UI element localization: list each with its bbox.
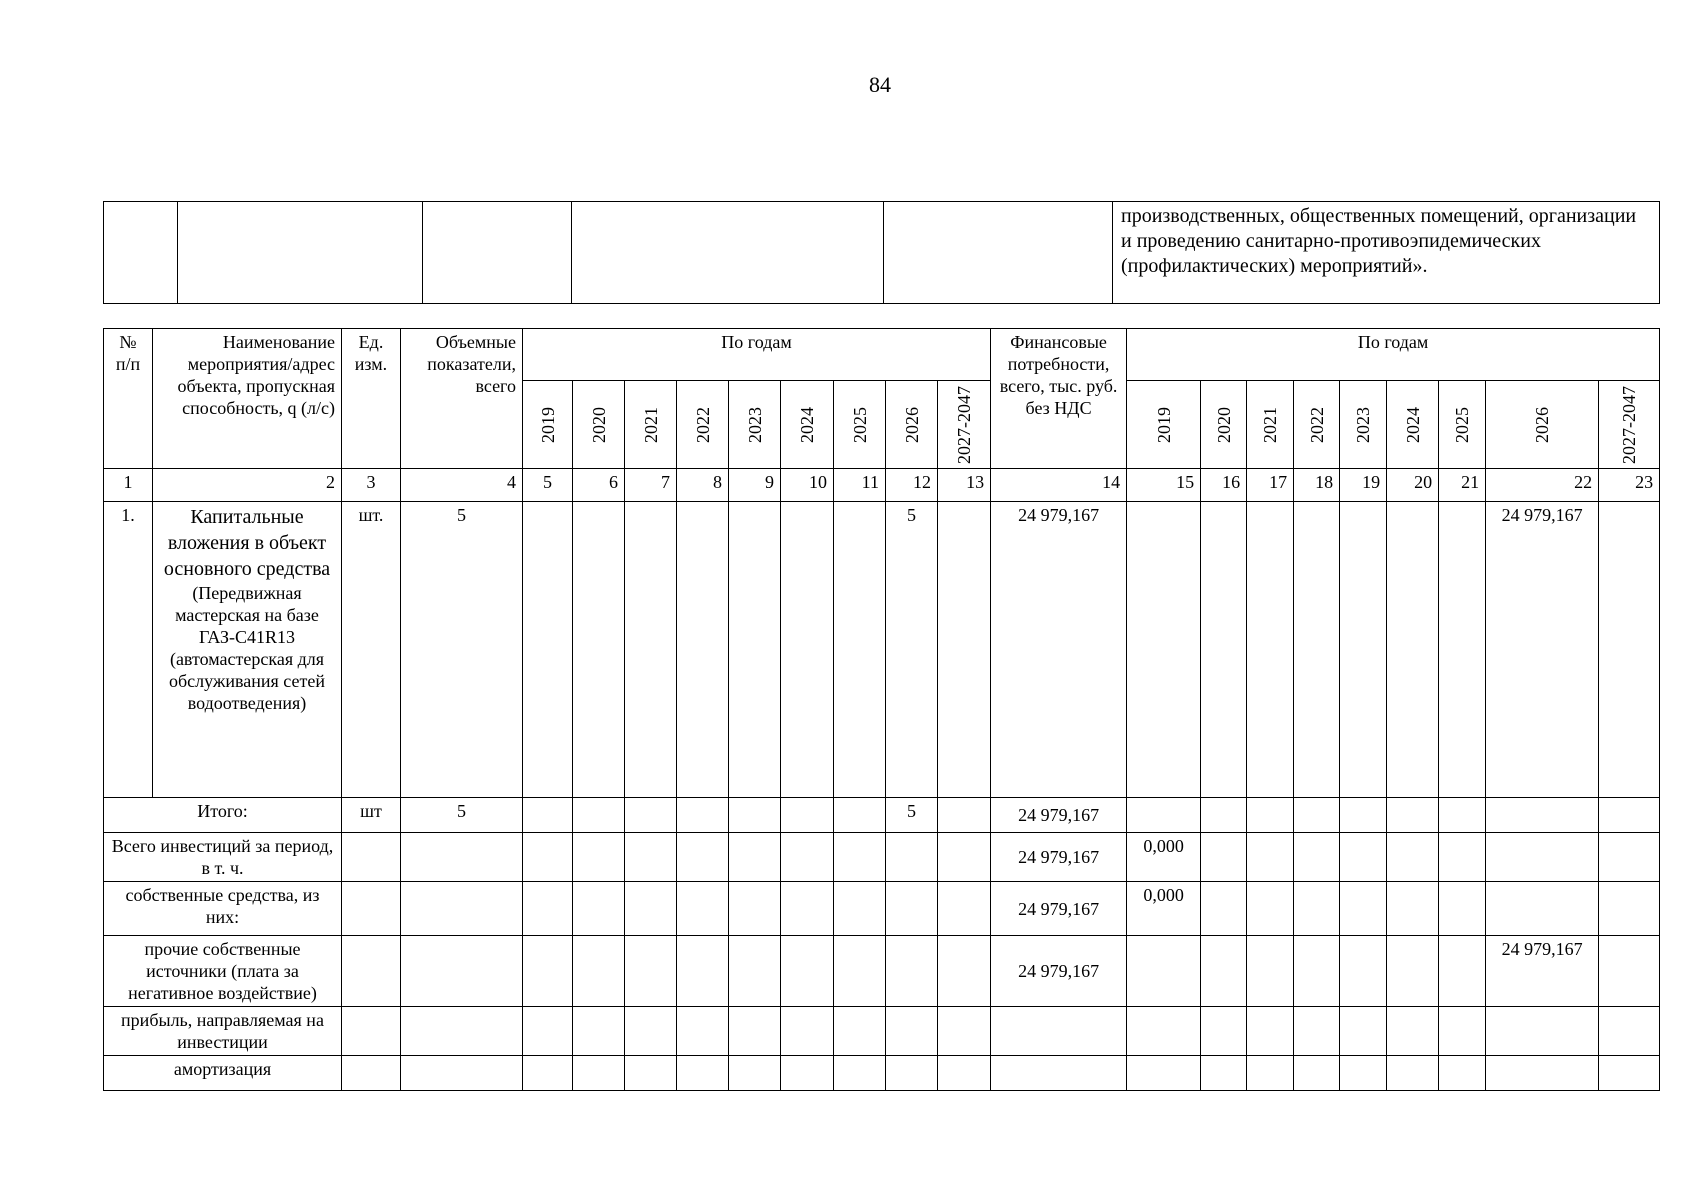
empty-cell bbox=[1599, 1056, 1660, 1091]
previous-table-fragment bbox=[103, 201, 1660, 304]
empty-cell bbox=[523, 502, 573, 798]
empty-cell bbox=[729, 1007, 781, 1056]
empty-cell bbox=[1294, 502, 1340, 798]
year-label: 2021 bbox=[640, 406, 661, 443]
empty-cell bbox=[1387, 798, 1439, 833]
empty-cell bbox=[729, 502, 781, 798]
column-number: 16 bbox=[1201, 469, 1247, 502]
empty-cell bbox=[573, 882, 625, 936]
header-name: Наименование мероприятия/адрес объекта, пропускная способность, q (л/с) bbox=[153, 329, 342, 469]
empty-cell bbox=[342, 882, 401, 936]
item-unit: шт. bbox=[342, 502, 401, 798]
empty-cell bbox=[625, 936, 677, 1007]
column-number: 2 bbox=[153, 469, 342, 502]
empty-cell bbox=[1599, 833, 1660, 882]
item-2026: 5 bbox=[886, 502, 938, 798]
empty-cell bbox=[342, 1056, 401, 1091]
empty-cell bbox=[1201, 1056, 1247, 1091]
empty-cell bbox=[677, 882, 729, 936]
header-finance: Финансовые потребности, всего, тыс. руб. без НДС bbox=[991, 329, 1127, 469]
header-volume: Объемные показатели, всего bbox=[401, 329, 523, 469]
column-number: 20 bbox=[1387, 469, 1439, 502]
table-row bbox=[104, 882, 1660, 936]
total-2026: 5 bbox=[886, 798, 938, 833]
empty-cell bbox=[834, 1007, 886, 1056]
investment-table bbox=[103, 328, 1660, 1091]
header-unit: Ед. изм. bbox=[342, 329, 401, 469]
total-finance: 24 979,167 bbox=[991, 798, 1127, 833]
empty-cell bbox=[834, 882, 886, 936]
empty-cell bbox=[1439, 502, 1486, 798]
empty-cell bbox=[1486, 1056, 1599, 1091]
year-label: 2019 bbox=[537, 406, 558, 443]
empty-cell bbox=[1247, 936, 1294, 1007]
year-label: 2027-2047 bbox=[1619, 385, 1640, 464]
empty-cell bbox=[1599, 882, 1660, 936]
column-number: 4 bbox=[401, 469, 523, 502]
column-number: 7 bbox=[625, 469, 677, 502]
amortization-label: амортизация bbox=[104, 1056, 342, 1091]
empty-cell bbox=[401, 1007, 523, 1056]
empty-cell bbox=[1294, 381, 1340, 469]
empty-cell bbox=[1599, 936, 1660, 1007]
fragment-cell bbox=[178, 202, 423, 304]
empty-cell bbox=[781, 502, 834, 798]
year-label: 2025 bbox=[1452, 406, 1473, 443]
empty-cell bbox=[1439, 833, 1486, 882]
empty-cell bbox=[1247, 1007, 1294, 1056]
empty-cell bbox=[1486, 798, 1599, 833]
item-name bbox=[153, 502, 342, 798]
empty-cell bbox=[342, 1007, 401, 1056]
profit-label: прибыль, направляемая на инвестиции bbox=[104, 1007, 342, 1056]
empty-cell bbox=[886, 833, 938, 882]
empty-cell bbox=[886, 1007, 938, 1056]
other-own-finance: 24 979,167 bbox=[991, 936, 1127, 1007]
empty-cell bbox=[1127, 1007, 1201, 1056]
empty-cell bbox=[834, 798, 886, 833]
empty-cell bbox=[1387, 502, 1439, 798]
empty-cell bbox=[1486, 882, 1599, 936]
empty-cell bbox=[677, 1007, 729, 1056]
empty-cell bbox=[938, 1007, 991, 1056]
empty-cell bbox=[781, 936, 834, 1007]
empty-cell bbox=[781, 833, 834, 882]
empty-cell bbox=[625, 502, 677, 798]
total-unit: шт bbox=[342, 798, 401, 833]
empty-cell bbox=[938, 1056, 991, 1091]
item-fin-2026: 24 979,167 bbox=[1486, 502, 1599, 798]
empty-cell bbox=[1599, 502, 1660, 798]
header-by-years-left: По годам bbox=[523, 329, 991, 381]
empty-cell bbox=[1247, 1056, 1294, 1091]
empty-cell bbox=[1486, 381, 1599, 469]
empty-cell bbox=[677, 1056, 729, 1091]
year-label: 2023 bbox=[744, 406, 765, 443]
empty-cell bbox=[1127, 798, 1201, 833]
empty-cell bbox=[781, 798, 834, 833]
year-label: 2026 bbox=[1532, 406, 1553, 443]
empty-cell bbox=[625, 381, 677, 469]
table-row bbox=[104, 502, 1660, 798]
empty-cell bbox=[1294, 1056, 1340, 1091]
empty-cell bbox=[1387, 381, 1439, 469]
fragment-cell bbox=[423, 202, 572, 304]
total-volume: 5 bbox=[401, 798, 523, 833]
fragment-cell bbox=[572, 202, 884, 304]
empty-cell bbox=[1599, 1007, 1660, 1056]
empty-cell bbox=[834, 502, 886, 798]
empty-cell bbox=[1247, 502, 1294, 798]
empty-cell bbox=[834, 936, 886, 1007]
empty-cell bbox=[677, 833, 729, 882]
empty-cell bbox=[1387, 1056, 1439, 1091]
column-number: 23 bbox=[1599, 469, 1660, 502]
empty-cell bbox=[1247, 381, 1294, 469]
table-row bbox=[104, 936, 1660, 1007]
empty-cell bbox=[781, 1056, 834, 1091]
empty-cell bbox=[1387, 1007, 1439, 1056]
empty-cell bbox=[991, 1007, 1127, 1056]
column-number: 9 bbox=[729, 469, 781, 502]
year-label: 2020 bbox=[1213, 406, 1234, 443]
empty-cell bbox=[401, 882, 523, 936]
empty-cell bbox=[938, 798, 991, 833]
table-row bbox=[104, 833, 1660, 882]
empty-cell bbox=[573, 1056, 625, 1091]
empty-cell bbox=[1439, 882, 1486, 936]
empty-cell bbox=[401, 936, 523, 1007]
year-label: 2020 bbox=[588, 406, 609, 443]
column-number: 10 bbox=[781, 469, 834, 502]
empty-cell bbox=[991, 1056, 1127, 1091]
empty-cell bbox=[1340, 381, 1387, 469]
column-number: 14 bbox=[991, 469, 1127, 502]
item-name-detail: (Передвижная мастерская на базе ГАЗ-С41R13 (автомастерская для обслуживания сетей водоотведения) bbox=[169, 583, 325, 713]
empty-cell bbox=[1340, 882, 1387, 936]
invest-total-finance: 24 979,167 bbox=[991, 833, 1127, 882]
empty-cell bbox=[1387, 936, 1439, 1007]
column-number: 18 bbox=[1294, 469, 1340, 502]
empty-cell bbox=[573, 381, 625, 469]
column-number: 19 bbox=[1340, 469, 1387, 502]
empty-cell bbox=[729, 882, 781, 936]
column-number: 1 bbox=[104, 469, 153, 502]
empty-cell bbox=[401, 833, 523, 882]
empty-cell bbox=[1340, 833, 1387, 882]
empty-cell bbox=[1247, 798, 1294, 833]
item-num: 1. bbox=[104, 502, 153, 798]
empty-cell bbox=[1201, 1007, 1247, 1056]
empty-cell bbox=[523, 882, 573, 936]
empty-cell bbox=[729, 936, 781, 1007]
empty-cell bbox=[938, 502, 991, 798]
empty-cell bbox=[1599, 798, 1660, 833]
empty-cell bbox=[1294, 882, 1340, 936]
column-number: 15 bbox=[1127, 469, 1201, 502]
empty-cell bbox=[834, 833, 886, 882]
table-row bbox=[104, 1056, 1660, 1091]
column-number: 12 bbox=[886, 469, 938, 502]
empty-cell bbox=[523, 1007, 573, 1056]
year-label: 2019 bbox=[1153, 406, 1174, 443]
empty-cell bbox=[625, 833, 677, 882]
column-number: 8 bbox=[677, 469, 729, 502]
invest-total-label: Всего инвестиций за период, в т. ч. bbox=[104, 833, 342, 882]
empty-cell bbox=[1247, 833, 1294, 882]
year-label: 2026 bbox=[901, 406, 922, 443]
own-funds-2019: 0,000 bbox=[1127, 882, 1201, 936]
item-finance: 24 979,167 bbox=[991, 502, 1127, 798]
column-number: 5 bbox=[523, 469, 573, 502]
empty-cell bbox=[781, 1007, 834, 1056]
other-own-label: прочие собственные источники (плата за негативное воздействие) bbox=[104, 936, 342, 1007]
empty-cell bbox=[1127, 1056, 1201, 1091]
fragment-text: производственных, общественных помещений, организации и проведению санитарно-противоэпидемических (профилактических) мероприятий». bbox=[1113, 202, 1660, 304]
empty-cell bbox=[729, 833, 781, 882]
empty-cell bbox=[677, 502, 729, 798]
empty-cell bbox=[938, 882, 991, 936]
empty-cell bbox=[1127, 502, 1201, 798]
column-number: 17 bbox=[1247, 469, 1294, 502]
table-row bbox=[104, 1007, 1660, 1056]
empty-cell bbox=[938, 381, 991, 469]
column-number: 13 bbox=[938, 469, 991, 502]
empty-cell bbox=[834, 381, 886, 469]
other-own-2026: 24 979,167 bbox=[1486, 936, 1599, 1007]
empty-cell bbox=[1294, 1007, 1340, 1056]
item-name-main: Капитальные вложения в объект основного средства bbox=[163, 506, 331, 580]
empty-cell bbox=[1439, 798, 1486, 833]
column-number: 6 bbox=[573, 469, 625, 502]
empty-cell bbox=[573, 798, 625, 833]
empty-cell bbox=[1387, 833, 1439, 882]
empty-cell bbox=[1486, 1007, 1599, 1056]
empty-cell bbox=[1201, 882, 1247, 936]
empty-cell bbox=[523, 936, 573, 1007]
empty-cell bbox=[523, 381, 573, 469]
empty-cell bbox=[1340, 1007, 1387, 1056]
year-label: 2025 bbox=[849, 406, 870, 443]
header-num: № п/п bbox=[104, 329, 153, 469]
total-label: Итого: bbox=[104, 798, 342, 833]
empty-cell bbox=[1387, 882, 1439, 936]
invest-total-2019: 0,000 bbox=[1127, 833, 1201, 882]
empty-cell bbox=[677, 936, 729, 1007]
table-row bbox=[104, 798, 1660, 833]
year-label: 2024 bbox=[1402, 406, 1423, 443]
empty-cell bbox=[1340, 798, 1387, 833]
empty-cell bbox=[1486, 833, 1599, 882]
empty-cell bbox=[523, 833, 573, 882]
empty-cell bbox=[342, 936, 401, 1007]
empty-cell bbox=[1127, 381, 1201, 469]
fragment-cell bbox=[104, 202, 178, 304]
empty-cell bbox=[1247, 882, 1294, 936]
empty-cell bbox=[729, 798, 781, 833]
year-label: 2024 bbox=[797, 406, 817, 443]
year-label: 2021 bbox=[1260, 406, 1281, 443]
empty-cell bbox=[573, 936, 625, 1007]
year-label: 2023 bbox=[1353, 406, 1374, 443]
empty-cell bbox=[729, 1056, 781, 1091]
empty-cell bbox=[573, 502, 625, 798]
fragment-cell bbox=[884, 202, 1113, 304]
empty-cell bbox=[886, 381, 938, 469]
column-number: 22 bbox=[1486, 469, 1599, 502]
empty-cell bbox=[1127, 936, 1201, 1007]
empty-cell bbox=[886, 936, 938, 1007]
year-label: 2027-2047 bbox=[954, 385, 975, 464]
empty-cell bbox=[1439, 1007, 1486, 1056]
empty-cell bbox=[523, 1056, 573, 1091]
empty-cell bbox=[938, 936, 991, 1007]
empty-cell bbox=[1201, 381, 1247, 469]
empty-cell bbox=[1294, 833, 1340, 882]
own-funds-label: собственные средства, из них: bbox=[104, 882, 342, 936]
empty-cell bbox=[1201, 798, 1247, 833]
empty-cell bbox=[938, 833, 991, 882]
empty-cell bbox=[1439, 1056, 1486, 1091]
empty-cell bbox=[677, 798, 729, 833]
empty-cell bbox=[1201, 502, 1247, 798]
empty-cell bbox=[834, 1056, 886, 1091]
empty-cell bbox=[1201, 936, 1247, 1007]
empty-cell bbox=[677, 381, 729, 469]
empty-cell bbox=[1340, 1056, 1387, 1091]
empty-cell bbox=[625, 798, 677, 833]
column-number: 3 bbox=[342, 469, 401, 502]
column-number: 11 bbox=[834, 469, 886, 502]
empty-cell bbox=[625, 1007, 677, 1056]
empty-cell bbox=[1201, 833, 1247, 882]
empty-cell bbox=[625, 882, 677, 936]
page-number: 84 bbox=[869, 72, 891, 97]
column-number: 21 bbox=[1439, 469, 1486, 502]
empty-cell bbox=[625, 1056, 677, 1091]
empty-cell bbox=[781, 882, 834, 936]
empty-cell bbox=[573, 1007, 625, 1056]
empty-cell bbox=[1439, 381, 1486, 469]
empty-cell bbox=[729, 381, 781, 469]
empty-cell bbox=[1340, 936, 1387, 1007]
empty-cell bbox=[523, 798, 573, 833]
year-label: 2022 bbox=[692, 406, 713, 443]
empty-cell bbox=[1294, 936, 1340, 1007]
empty-cell bbox=[886, 1056, 938, 1091]
empty-cell bbox=[1340, 502, 1387, 798]
own-funds-finance: 24 979,167 bbox=[991, 882, 1127, 936]
empty-cell bbox=[1599, 381, 1660, 469]
empty-cell bbox=[781, 381, 834, 469]
empty-cell bbox=[342, 833, 401, 882]
item-volume: 5 bbox=[401, 502, 523, 798]
empty-cell bbox=[401, 1056, 523, 1091]
empty-cell bbox=[886, 882, 938, 936]
empty-cell bbox=[573, 833, 625, 882]
header-by-years-right: По годам bbox=[1127, 329, 1660, 381]
year-label: 2022 bbox=[1306, 406, 1327, 443]
empty-cell bbox=[1294, 798, 1340, 833]
empty-cell bbox=[1439, 936, 1486, 1007]
